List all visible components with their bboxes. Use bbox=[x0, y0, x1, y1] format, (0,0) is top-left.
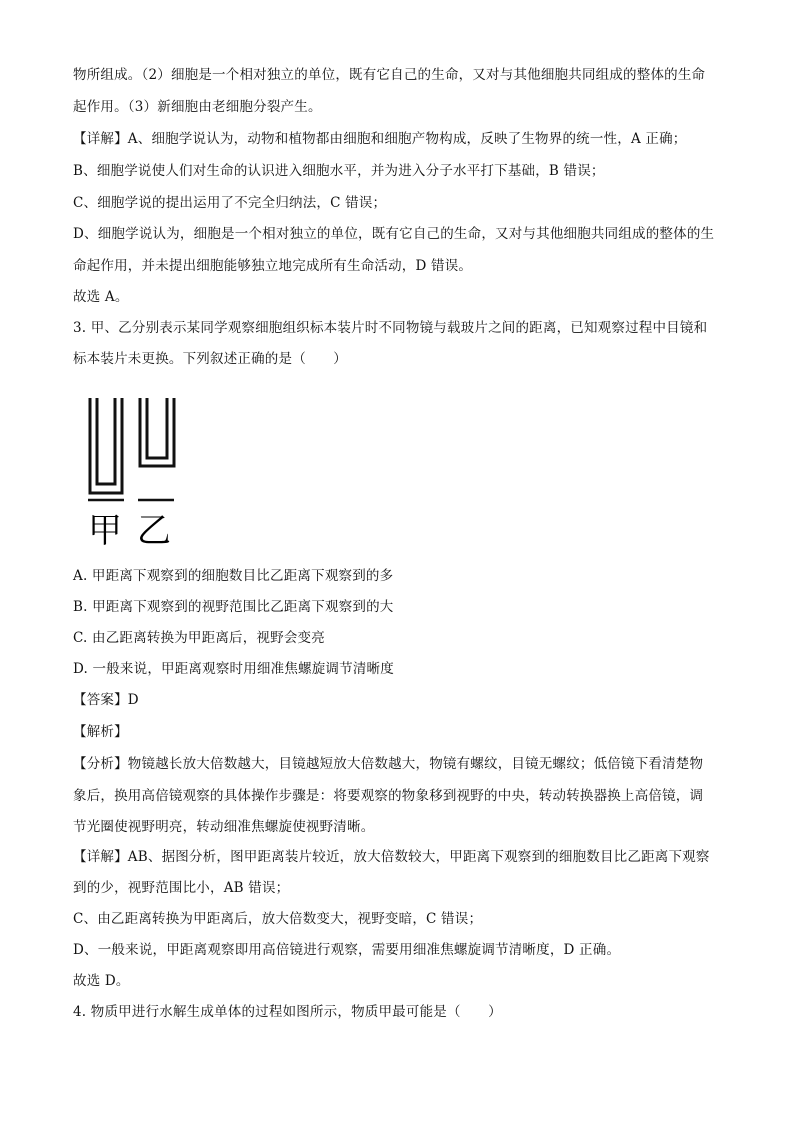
analysis-line: 节光圈使视野明亮，转动细准焦螺旋使视野清晰。 bbox=[73, 819, 375, 835]
objective-distance-figure bbox=[85, 390, 185, 550]
analysis-line: 到的少，视野范围比小，AB 错误； bbox=[73, 880, 290, 896]
answer-label: 【答案】D bbox=[73, 692, 139, 708]
detail-line: B、细胞学说使人们对生命的认识进入细胞水平，并为进入分子水平打下基础，B 错误； bbox=[73, 163, 605, 179]
detail-line: 【详解】A、细胞学说认为，动物和植物都由细胞和细胞产物构成，反映了生物界的统一性，A 正确； bbox=[73, 131, 687, 147]
question-3-stem: 3. 甲、乙分别表示某同学观察细胞组织标本装片时不同物镜与载玻片之间的距离，已知观察过程中目镜和 bbox=[73, 320, 708, 336]
analysis-line: C、由乙距离转换为甲距离后，放大倍数变大，视野变暗，C 错误； bbox=[73, 911, 483, 927]
figure-label-jia: 甲 bbox=[88, 511, 122, 550]
answer-conclusion: 故选 A。 bbox=[73, 289, 129, 305]
analysis-title: 【解析】 bbox=[73, 724, 128, 740]
detail-line: D、细胞学说认为，细胞是一个相对独立的单位，既有它自己的生命，又对与其他细胞共同组成的整体的生 bbox=[73, 226, 715, 242]
figure-label-yi: 乙 bbox=[137, 511, 171, 550]
question-4-stem: 4. 物质甲进行水解生成单体的过程如图所示，物质甲最可能是（ ） bbox=[73, 1004, 502, 1020]
detail-line: 命起作用，并未提出细胞能够独立地完成所有生命活动，D 错误。 bbox=[73, 258, 473, 274]
analysis-line: 【分析】物镜越长放大倍数越大，目镜越短放大倍数越大，物镜有螺纹，目镜无螺纹；低倍镜下看清楚物 bbox=[73, 756, 704, 772]
analysis-line: D、一般来说，甲距离观察即用高倍镜进行观察，需要用细准焦螺旋调节清晰度，D 正确。 bbox=[73, 942, 621, 958]
analysis-line: 【详解】AB、据图分析，图甲距离装片较近，放大倍数较大，甲距离下观察到的细胞数目比乙距离下观察 bbox=[73, 849, 710, 865]
option-b: B. 甲距离下观察到的视野范围比乙距离下观察到的大 bbox=[73, 599, 394, 615]
analysis-line: 象后，换用高倍镜观察的具体操作步骤是：将要观察的物象移到视野的中央，转动转换器换上高倍镜，调 bbox=[73, 788, 704, 804]
option-d: D. 一般来说，甲距离观察时用细准焦螺旋调节清晰度 bbox=[73, 661, 394, 677]
option-a: A. 甲距离下观察到的细胞数目比乙距离下观察到的多 bbox=[73, 568, 394, 584]
answer-conclusion: 故选 D。 bbox=[73, 973, 130, 989]
question-3-stem: 标本装片未更换。下列叙述正确的是（ ） bbox=[73, 351, 347, 367]
text-line: 起作用。（3）新细胞由老细胞分裂产生。 bbox=[73, 99, 322, 115]
text-line: 物所组成。（2）细胞是一个相对独立的单位，既有它自己的生命，又对与其他细胞共同组成的整体的生命 bbox=[73, 67, 706, 83]
objective-yi-shape bbox=[140, 398, 174, 466]
detail-line: C、细胞学说的提出运用了不完全归纳法，C 错误； bbox=[73, 195, 387, 211]
objective-jia-shape bbox=[90, 398, 122, 493]
option-c: C. 由乙距离转换为甲距离后，视野会变亮 bbox=[73, 630, 325, 646]
